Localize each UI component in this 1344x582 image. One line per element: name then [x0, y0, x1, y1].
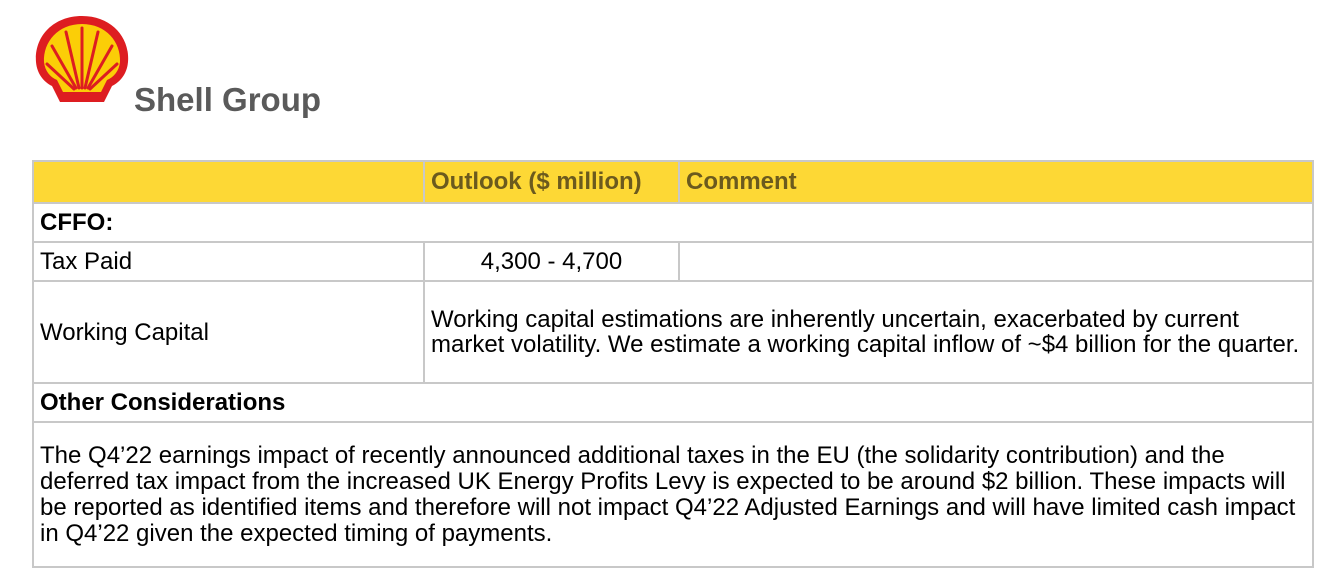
other-considerations-row — [33, 422, 1313, 567]
shell-logo — [30, 12, 134, 110]
company-name: Shell Group — [134, 81, 322, 118]
row-label: Tax Paid — [33, 242, 424, 281]
table-row — [33, 281, 1313, 383]
cffo-label: CFFO: — [33, 203, 1313, 242]
other-considerations-label: Other Considerations — [33, 383, 1313, 422]
header-blank-cell — [33, 161, 424, 203]
row-label: Working Capital — [33, 281, 424, 383]
other-considerations-text: The Q4’22 earnings impact of recently announced additional taxes in the EU (the solidarity contribution) and the deferred tax impact from the increased UK Energy Profits Levy is expected to be around $2 billion. These impacts will be reported as identified items and therefore will not impact Q4’22 Adjusted Earnings and will have limited cash impact in Q4’22 given the expected timing of payments. — [33, 422, 1313, 567]
outlook-table — [32, 160, 1314, 568]
table-row — [33, 242, 1313, 281]
other-section-row — [33, 383, 1313, 422]
row-outlook: 4,300 - 4,700 — [424, 242, 679, 281]
table-header-row — [33, 161, 1313, 203]
header-outlook: Outlook ($ million) — [424, 161, 679, 203]
row-comment — [679, 242, 1313, 281]
row-comment: Working capital estimations are inherently uncertain, exacerbated by current market volatility. We estimate a working capital inflow of ~$4 billion for the quarter. — [424, 281, 1313, 383]
header-comment: Comment — [679, 161, 1313, 203]
cffo-section-row — [33, 203, 1313, 242]
